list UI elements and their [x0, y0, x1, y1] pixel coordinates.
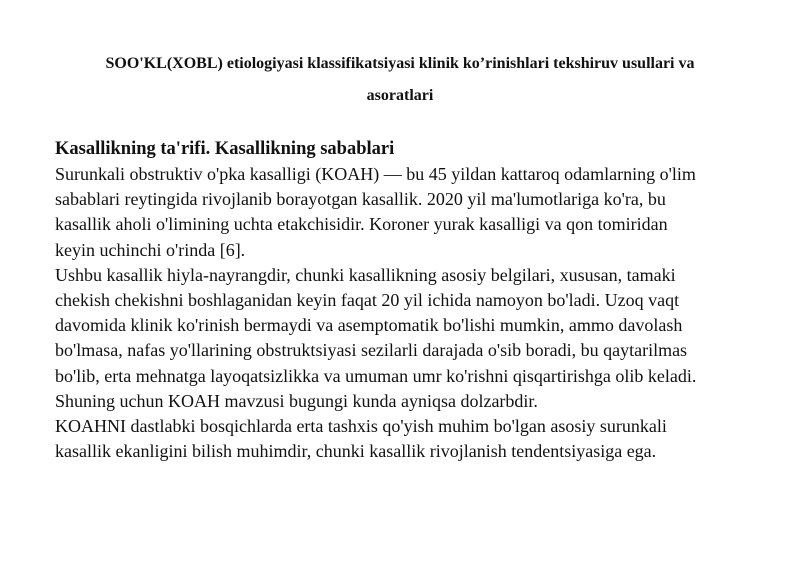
paragraph-line: chekish chekishni boshlaganidan keyin faqat 20 yil ichida namoyon bo'ladi. Uzoq vaqt [55, 290, 680, 311]
section-definition-causes [55, 137, 755, 464]
paragraph-line: bo'lmasa, nafas yo'llarining obstruktsiyasi sezilarli darajada o'sib boradi, bu qaytarilmas [55, 340, 688, 361]
paragraph-1 [55, 162, 755, 263]
document-title-line-1: SOO'KL(XOBL) etiologiyasi klassifikatsiyasi klinik ko’rinishlari tekshiruv usullari va [105, 55, 695, 72]
section-heading: Kasallikning ta'rifi. Kasallikning sabablari [55, 139, 395, 159]
paragraph-3 [55, 414, 755, 464]
paragraph-line: Surunkali obstruktiv o'pka kasalligi (KOAH) — bu 45 yildan kattaroq odamlarning o'lim [55, 164, 696, 184]
paragraph-line: kasallik ekanligini bilish muhimdir, chunki kasallik rivojlanish tendentsiyasiga ega. [55, 441, 657, 462]
paragraph-line: keyin uchinchi o'rinda [6]. [55, 239, 246, 260]
paragraph-2 [55, 263, 755, 414]
paragraph-line: KOAHNI dastlabki bosqichlarda erta tashxis qo'yish muhim bo'lgan asosiy surunkali [55, 416, 667, 437]
paragraph-line: kasallik aholi o'limining uchta etakchisidir. Koroner yurak kasalligi va qon tomiridan [55, 214, 668, 235]
paragraph-line: davomida klinik ko'rinish bermaydi va asemptomatik bo'lishi mumkin, ammo davolash [55, 315, 683, 336]
paragraph-line: Shuning uchun KOAH mavzusi bugungi kunda ayniqsa dolzarbdir. [55, 390, 538, 411]
document-title-line-2: asoratlari [366, 87, 434, 104]
document-title [60, 48, 740, 112]
paragraph-line: Ushbu kasallik hiyla-nayrangdir, chunki kasallikning asosiy belgilari, xususan, tamaki [55, 264, 676, 285]
paragraph-line: bo'lib, erta mehnatga layoqatsizlikka va umuman umr ko'rishni qisqartirishga olib keladi. [55, 365, 697, 386]
paragraph-line: sabablari reytingida rivojlanib borayotgan kasallik. 2020 yil ma'lumotlariga ko'ra, bu [55, 189, 666, 210]
